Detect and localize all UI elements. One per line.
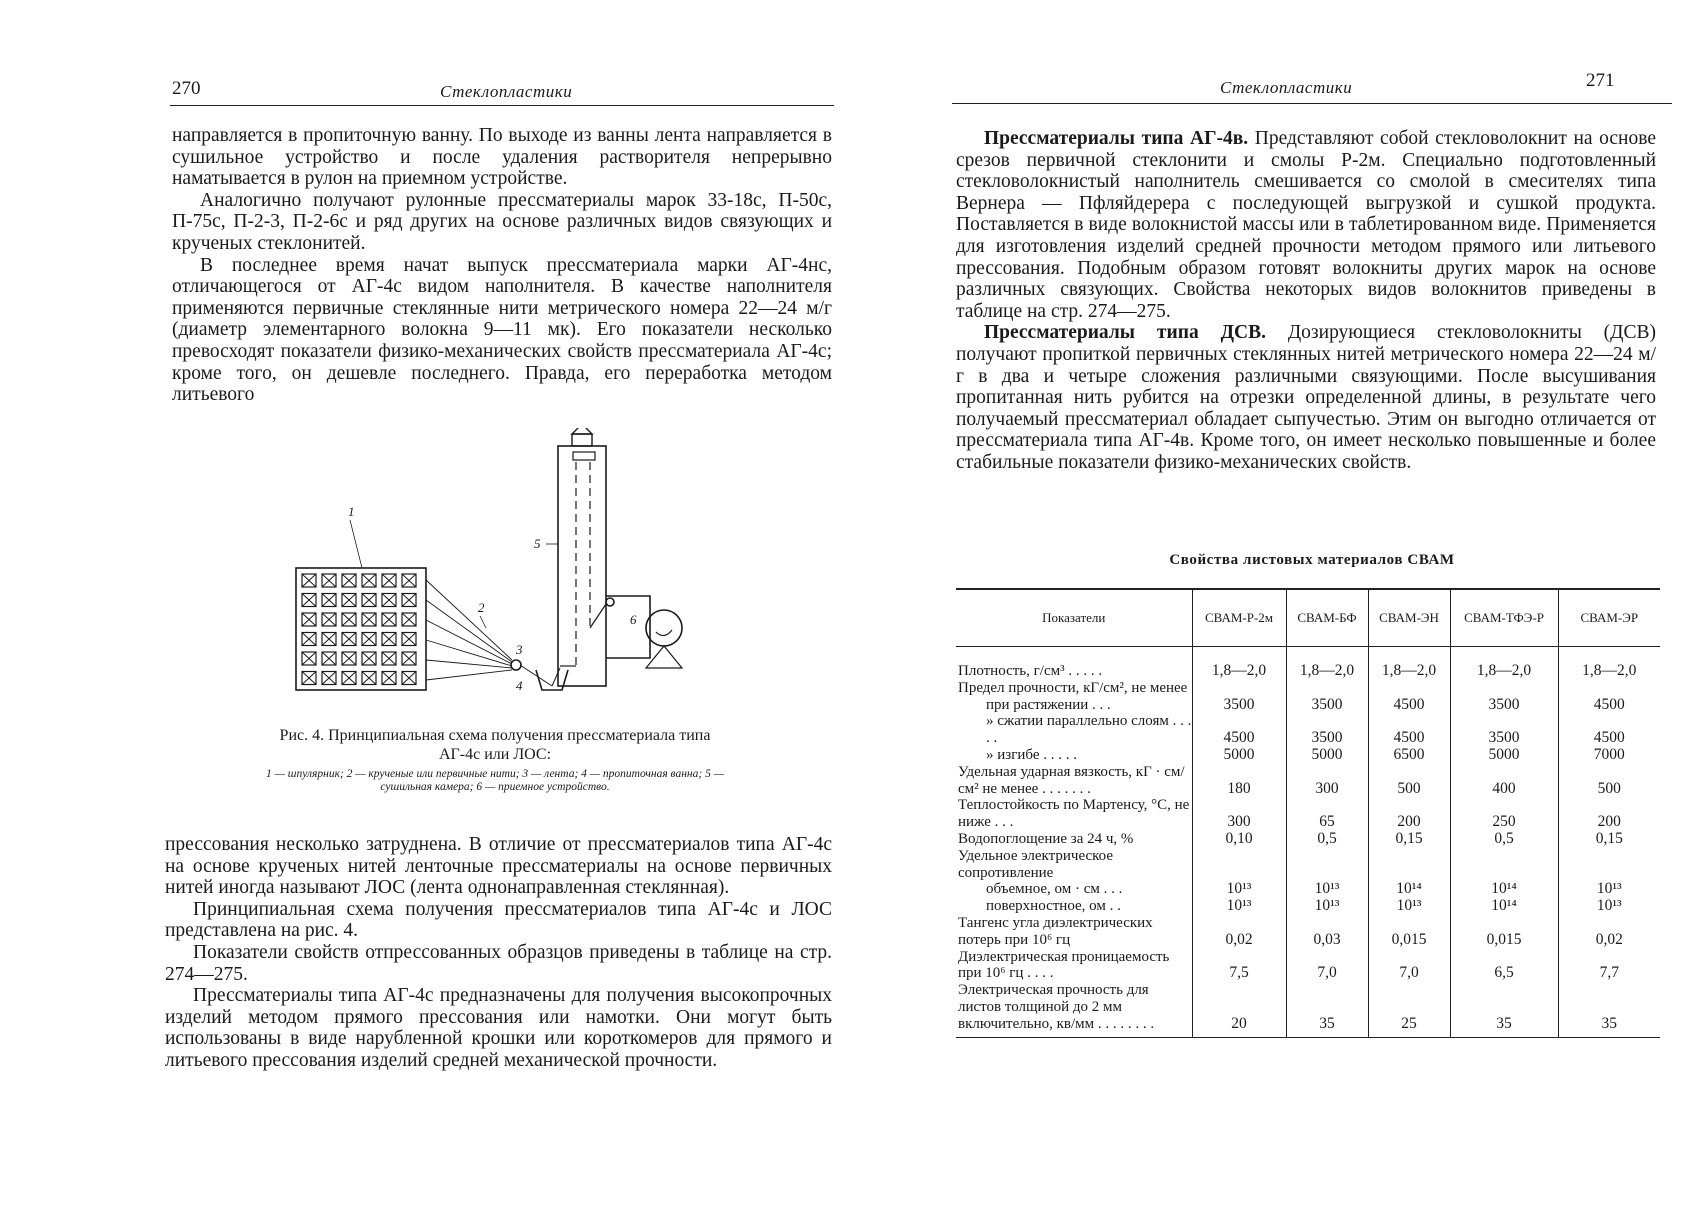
table-row [956,747,1660,764]
table-cell: 0,15 [1368,831,1450,848]
figure-label: 3 [516,642,523,657]
paragraph: направляется в пропиточную ванну. По выходе из ванны лента направляется в сушильное устройство и после удаления растворителя непрерывно наматывается в рулон на приемном устройстве. [172,125,832,190]
table-cell: 10¹⁴ [1450,881,1558,898]
paragraph: Принципиальная схема получения прессматериалов типа АГ-4с и ЛОС представлена на рис. 4. [165,898,832,942]
paragraph: прессования несколько затруднена. В отличие от прессматериалов типа АГ-4с на основе крученых нитей ленточные прессматериалы на основе первичных нитей иногда называют ЛОС (лента однонаправленная стеклянная). [165,834,832,899]
table-cell: 1,8—2,0 [1450,647,1558,680]
table-cell: 10¹³ [1558,881,1660,898]
running-head: Стеклопластики [440,82,573,101]
table-cell: 10¹³ [1192,881,1286,898]
row-label: Электрическая прочность для листов толщиной до 2 мм включительно, кв/мм . . . . . . . . [958,982,1155,1032]
row-label: объемное, ом · см . . . [986,881,1123,898]
column-header: СВАМ-Р-2м [1192,589,1286,647]
table-cell: 0,15 [1558,831,1660,848]
table-cell: 7,7 [1558,949,1660,983]
figure-legend: 1 — шпулярник; 2 — крученые или первичные нити; 3 — лента; 4 — пропиточная ванна; 5 — сушильная камера; 6 — приемное устройство. [266,768,724,793]
column-header: СВАМ-ЭР [1558,589,1660,647]
table-cell: 0,10 [1192,831,1286,848]
table-cell: 10¹³ [1192,898,1286,915]
table-cell: 4500 [1558,697,1660,714]
table-cell: 10¹⁴ [1450,898,1558,915]
table-cell: 0,5 [1286,831,1368,848]
table-row [956,881,1660,898]
table-cell [1286,848,1368,882]
table-cell [1192,848,1286,882]
table-cell: 180 [1192,764,1286,798]
row-label: Диэлектрическая проницаемость при 10⁶ гц . . . . [958,948,1170,982]
table-cell: 500 [1368,764,1450,798]
table-cell: 35 [1558,982,1660,1037]
table-cell [1558,848,1660,882]
take-up-roll [646,610,682,646]
running-head: Стеклопластики [1220,78,1353,97]
table-cell: 4500 [1368,697,1450,714]
table-cell: 3500 [1450,713,1558,747]
table-cell: 4500 [1192,713,1286,747]
section-text: Дозирующиеся стекловолокниты (ДСВ) получают пропиткой первичных стеклянных нитей метрического номера 22—24 м/г в два и четыре сложения различными связующими. После высушивания пропитанная нить рубится на отрезки определенной длины, в результате чего получаемый прессматериал обладает сыпучестью. Этим он выгодно отличается от прессматериала типа АГ-4в. Кроме того, он имеет несколько повышенные и более стабильные показатели физико-механических свойств. [956,322,1656,473]
process-schematic-figure [290,428,730,708]
table-row [956,797,1660,831]
table-cell: 4500 [1558,713,1660,747]
table-cell: 7,0 [1368,949,1450,983]
table-row [956,697,1660,714]
row-label: Удельная ударная вязкость, кГ · см/см² не менее . . . . . . . [958,763,1185,797]
table-cell: 0,02 [1192,915,1286,949]
table-cell: 3500 [1286,713,1368,747]
table-cell: 400 [1450,764,1558,798]
table-cell: 200 [1558,797,1660,831]
table-cell: 0,03 [1286,915,1368,949]
table-cell [1368,680,1450,697]
table-cell: 300 [1286,764,1368,798]
table-cell: 200 [1368,797,1450,831]
row-label: » изгибе . . . . . [986,746,1077,763]
table-row [956,915,1660,949]
table-cell: 4500 [1368,713,1450,747]
table-cell [1450,848,1558,882]
figure-caption: Рис. 4. Принципиальная схема получения прессматериала типа АГ-4с или ЛОС: [279,727,711,763]
table-cell: 0,015 [1450,915,1558,949]
table-cell [1286,680,1368,697]
table-cell: 10¹³ [1368,898,1450,915]
table-row [956,647,1660,680]
row-label: Теплостойкость по Мартенсу, °С, не ниже . . . [958,797,1190,831]
table-cell: 3500 [1192,697,1286,714]
table-row [956,982,1660,1037]
row-label: » сжатии параллельно слоям . . . . . [986,713,1192,747]
table-cell: 20 [1192,982,1286,1037]
table-cell: 6500 [1368,747,1450,764]
thread-lines [426,580,512,680]
table-title: Свойства листовых материалов СВАМ [1169,552,1455,568]
table-cell: 0,5 [1450,831,1558,848]
column-header: Показатели [956,589,1192,647]
table-cell: 65 [1286,797,1368,831]
drying-chamber [558,446,606,686]
table-cell: 1,8—2,0 [1286,647,1368,680]
guide-roller [511,660,521,670]
table-row [956,949,1660,983]
table-cell: 1,8—2,0 [1368,647,1450,680]
table-header-row [956,589,1660,647]
table-row [956,831,1660,848]
column-header: СВАМ-ЭН [1368,589,1450,647]
row-label: Водопоглощение за 24 ч, % [958,830,1134,847]
table-cell: 10¹⁴ [1368,881,1450,898]
table-cell: 3500 [1450,697,1558,714]
table-row [956,713,1660,747]
table-cell: 250 [1450,797,1558,831]
table-cell: 7,5 [1192,949,1286,983]
table-cell: 7000 [1558,747,1660,764]
section-title: Прессматериалы типа АГ-4в. [984,128,1249,149]
table-row [956,764,1660,798]
column-header: СВАМ-ТФЭ-Р [1450,589,1558,647]
figure-label: 5 [534,536,541,551]
row-label: Предел прочности, кГ/см², не менее [958,679,1188,696]
section-title: Прессматериалы типа ДСВ. [984,322,1266,344]
paragraph: Показатели свойств отпрессованных образцов приведены в таблице на стр. 274—275. [165,941,832,985]
text-block-top [172,125,832,406]
impregnation-bath [536,670,568,690]
paragraph: Аналогично получают рулонные прессматериалы марок 33-18с, П-50с, П-75с, П-2-3, П-2-6с и ряд других на основе различных видов связующих и крученых стеклонитей. [172,189,832,254]
table-cell: 5000 [1192,747,1286,764]
page-number: 270 [172,78,201,99]
table-cell: 35 [1450,982,1558,1037]
table-cell [1192,680,1286,697]
paragraph: Прессматериалы типа АГ-4с предназначены для получения высокопрочных изделий методом прямого прессования или намотки. Они могут быть использованы в виде нарубленной крошки или короткомеров для прямого и литьевого прессования изделий средней механической прочности. [165,985,832,1071]
section-text: Представляют собой стекловолокнит на основе срезов первичной стеклонити и смолы Р-2м. Специально подготовленный стекловолокнистый наполнитель смешивается со смолой в смесителях типа Вернера — Пфляйдерера с последующей выгрузкой и сушкой продукта. Поставляется в виде волокнистой массы или в таблетированном виде. Применяется для изготовления изделий средней прочности методом прямого или литьевого прессования. Подобным образом готовят волокниты других марок на основе различных связующих. Свойства некоторых видов волокнитов приведены в таблице на стр. 274—275. [956,128,1656,322]
table-cell [1558,680,1660,697]
table-cell: 300 [1192,797,1286,831]
table-cell: 5000 [1286,747,1368,764]
table-cell: 7,0 [1286,949,1368,983]
row-label: Плотность, г/см³ . . . . . [958,663,1103,679]
table-cell: 0,015 [1368,915,1450,949]
properties-table [956,588,1660,1038]
column-header: СВАМ-БФ [1286,589,1368,647]
creel-spools [302,574,416,685]
text-block-right [956,128,1656,474]
table-cell: 25 [1368,982,1450,1037]
table-cell: 5000 [1450,747,1558,764]
header-rule [170,105,834,106]
row-label: Тангенс угла диэлектрических потерь при 10⁶ гц [958,914,1153,948]
header-rule [952,103,1672,104]
table-cell: 500 [1558,764,1660,798]
figure-label: 2 [478,600,485,615]
text-block-bottom [165,834,832,1072]
table-cell: 35 [1286,982,1368,1037]
table-row [956,898,1660,915]
output-roller [606,598,614,606]
table-cell [1450,680,1558,697]
table-row [956,680,1660,697]
table-row [956,848,1660,882]
table-cell: 10¹³ [1286,881,1368,898]
row-label: поверхностное, ом . . [986,898,1121,915]
table-cell: 10¹³ [1558,898,1660,915]
table-cell: 3500 [1286,697,1368,714]
right-page [842,0,1684,1224]
row-label: при растяжении . . . [986,696,1111,713]
page-number: 271 [1586,70,1615,91]
section-ag4v [956,128,1656,322]
row-label: Удельное электрическое сопротивление [958,847,1114,881]
table-cell: 1,8—2,0 [1192,647,1286,680]
table-cell: 0,02 [1558,915,1660,949]
table-cell [1368,848,1450,882]
table-cell: 1,8—2,0 [1558,647,1660,680]
figure-label: 4 [516,678,523,693]
figure-label: 6 [630,612,637,627]
paragraph: В последнее время начат выпуск прессматериала марки АГ-4нс, отличающегося от АГ-4с видом наполнителя. В качестве наполнителя применяются первичные стеклянные нити метрического номера 22—24 м/г (диаметр элементарного волокна 9—11 мк). Его показатели несколько превосходят показатели физико-механических свойств прессматериала АГ-4с; кроме того, он дешевле последнего. Правда, его переработка методом литьевого [172,254,832,406]
table-cell: 10¹³ [1286,898,1368,915]
section-dsv [956,322,1656,473]
table-cell: 6,5 [1450,949,1558,983]
figure-label: 1 [348,504,355,519]
